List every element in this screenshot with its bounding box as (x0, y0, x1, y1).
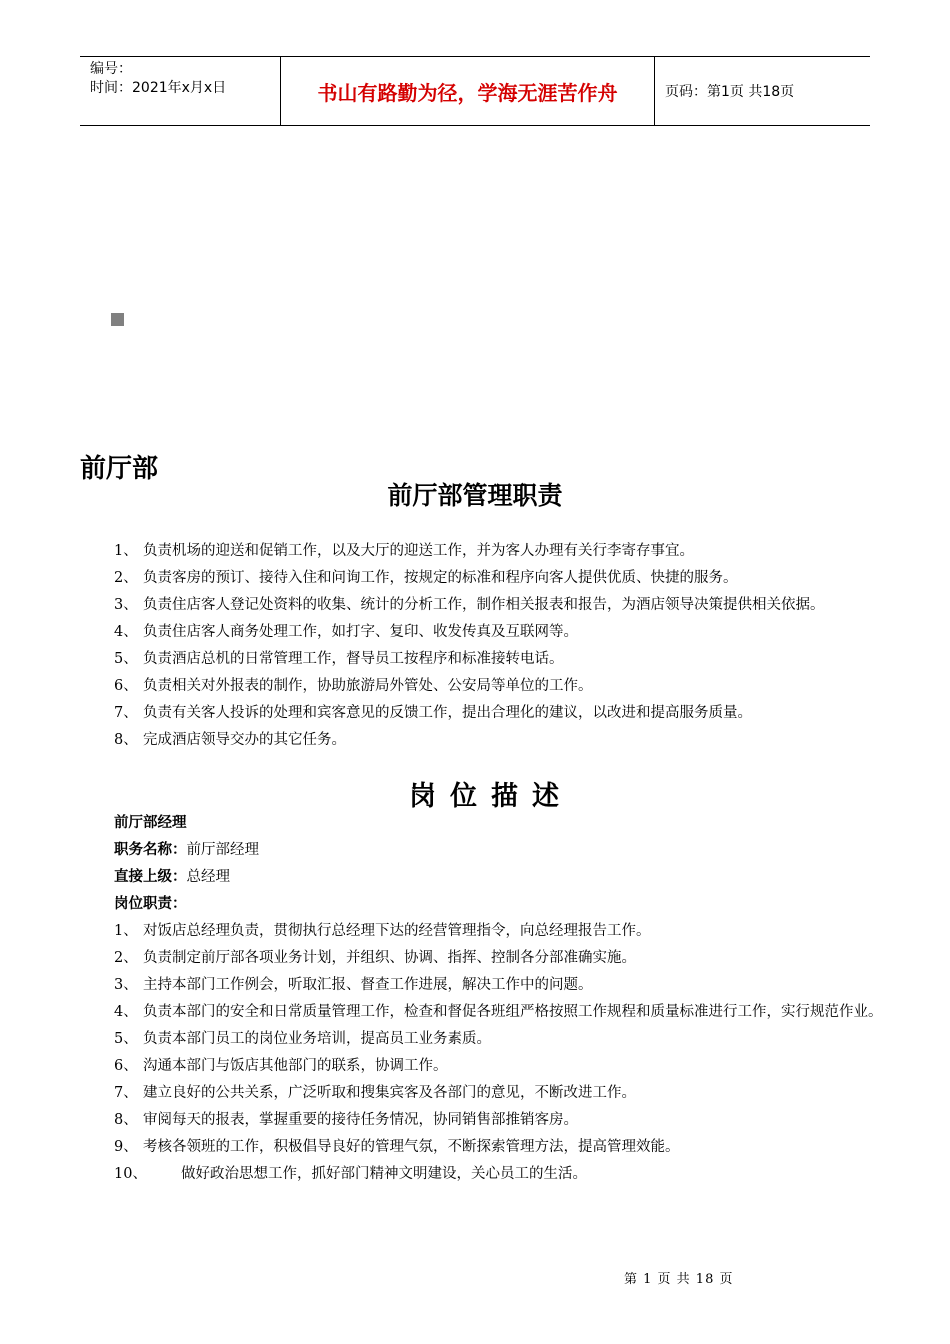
list-item: 6、 负责相关对外报表的制作，协助旅游局外管处、公安局等单位的工作。 (114, 678, 593, 694)
gray-square-icon (111, 313, 124, 326)
document-number-label: 编号： (90, 61, 132, 77)
header-info-cell (80, 57, 281, 125)
department-heading: 前厅部 (80, 454, 159, 484)
duties-heading: 岗位职责： (114, 896, 187, 912)
list-item: 2、 负责制定前厅部各项业务计划，并组织、协调、指挥、控制各分部准确实施。 (114, 950, 636, 966)
list-item: 2、 负责客房的预订、接待入住和问询工作，按规定的标准和程序向客人提供优质、快捷的服务。 (114, 570, 738, 586)
list-item: 3、 主持本部门工作例会，听取汇报、督查工作进展，解决工作中的问题。 (114, 977, 593, 993)
list-item: 7、 建立良好的公共关系，广泛听取和搜集宾客及各部门的意见，不断改进工作。 (114, 1085, 636, 1101)
role-heading: 前厅部经理 (114, 815, 187, 831)
header-motto: 书山有路勤为径，学海无涯苦作舟 (281, 57, 655, 125)
header-page-label: 页码：第1页 共18页 (665, 84, 795, 100)
manager-duties-list (114, 918, 884, 1188)
section2-title: 岗位描述 (409, 781, 573, 812)
list-item: 10、 做好政治思想工作，抓好部门精神文明建设，关心员工的生活。 (114, 1166, 587, 1182)
page-footer: 第 1 页 共 18 页 (624, 1272, 734, 1287)
list-item: 7、 负责有关客人投诉的处理和宾客意见的反馈工作，提出合理化的建议，以改进和提高服务质量。 (114, 705, 752, 721)
list-item: 4、 负责本部门的安全和日常质量管理工作，检查和督促各班组严格按照工作规程和质量标准进行工作，实行规范作业。 (114, 1004, 883, 1020)
list-item: 3、 负责住店客人登记处资料的收集、统计的分析工作，制作相关报表和报告，为酒店领导决策提供相关依据。 (114, 597, 825, 613)
list-item: 9、 考核各领班的工作，积极倡导良好的管理气氛，不断探索管理方法，提高管理效能。 (114, 1139, 680, 1155)
superior-value: 总经理 (186, 869, 230, 885)
position-row (114, 837, 259, 864)
page-header (80, 56, 870, 126)
document-time-label: 时间：2021年x月x日 (90, 80, 227, 96)
section1-title: 前厅部管理职责 (387, 481, 563, 510)
position-label: 职务名称： (114, 842, 187, 858)
list-item: 8、 审阅每天的报表，掌握重要的接待任务情况，协同销售部推销客房。 (114, 1112, 578, 1128)
superior-row (114, 864, 230, 891)
list-item: 5、 负责本部门员工的岗位业务培训，提高员工业务素质。 (114, 1031, 491, 1047)
list-item: 8、 完成酒店领导交办的其它任务。 (114, 732, 346, 748)
list-item: 4、 负责住店客人商务处理工作，如打字、复印、收发传真及互联网等。 (114, 624, 578, 640)
management-duties-list (114, 538, 884, 754)
list-item: 6、 沟通本部门与饭店其他部门的联系，协调工作。 (114, 1058, 448, 1074)
list-item: 5、 负责酒店总机的日常管理工作，督导员工按程序和标准接转电话。 (114, 651, 564, 667)
superior-label: 直接上级： (114, 869, 187, 885)
position-value: 前厅部经理 (186, 842, 259, 858)
list-item: 1、 负责机场的迎送和促销工作，以及大厅的迎送工作，并为客人办理有关行李寄存事宜。 (114, 543, 694, 559)
list-item: 1、 对饭店总经理负责，贯彻执行总经理下达的经营管理指令，向总经理报告工作。 (114, 923, 651, 939)
